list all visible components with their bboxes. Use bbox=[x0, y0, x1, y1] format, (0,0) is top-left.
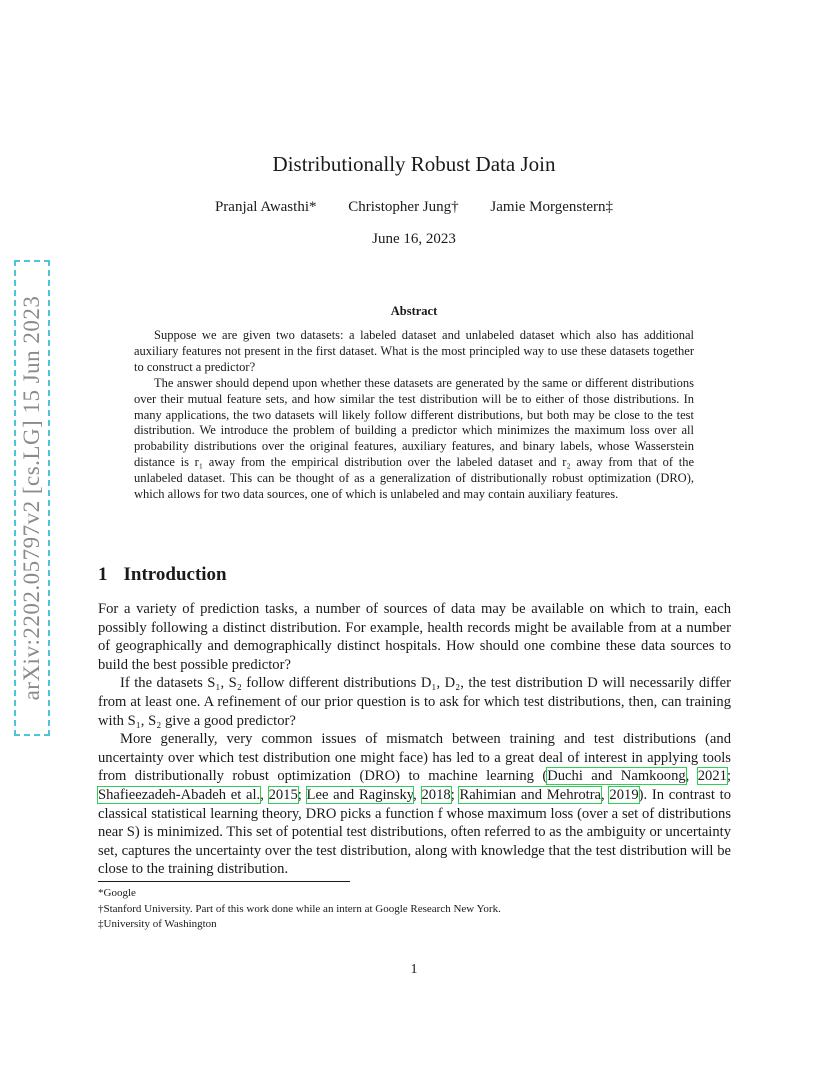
author-list bbox=[0, 199, 828, 216]
intro-paragraph-2: If the datasets S₁, S₂ follow different distributions D₁, D₂, the test distribution D will necessarily differ from at least one. A refinement of our prior question is to ask for which test distributions, then, can training with S₁, S₂ give a good predictor? bbox=[98, 675, 731, 729]
citation-link-shafieezadeh[interactable]: Shafieezadeh-Abadeh et al. bbox=[98, 786, 261, 803]
author-1: Pranjal Awasthi* bbox=[214, 199, 317, 215]
citation-year-duchi[interactable]: 2021 bbox=[697, 768, 727, 785]
footnote-1: *Google bbox=[98, 887, 136, 899]
section-heading bbox=[98, 564, 227, 586]
arxiv-identifier: arXiv:2202.05797v2 [cs.LG] 15 Jun 2023 bbox=[19, 295, 44, 701]
footnote-3: ‡University of Washington bbox=[98, 918, 217, 930]
intro-paragraph-3-end: ). In contrast to classical statistical learning theory, DRO picks a function f whose maximum loss (over a set of distributions near S) is minimized. This set of potential test distributions, often referred to as the ambiguity or uncertainty set, captures the uncertainty over the test distribution, along with knowledge that the test distribution will be close to the training distribution. bbox=[98, 786, 731, 878]
paper-date: June 16, 2023 bbox=[372, 231, 456, 247]
author-3: Jamie Morgenstern‡ bbox=[490, 199, 614, 215]
abstract-paragraph-2: The answer should depend upon whether these datasets are generated by the same or different distributions over their mutual feature sets, and how similar the test distribution will be to either of those distributions. In many applications, the two datasets will likely follow different distributions, but both may be close to the test distribution. We introduce the problem of building a predictor which minimizes the maximum loss over all probability distributions over the original features, auxiliary features, and binary labels, whose Wasserstein distance is r₁ away from the empirical distribution over the labeled dataset and r₂ away from that of the unlabeled dataset. This can be thought of as a generalization of distributionally robust optimization (DRO), which allows for two data sources, one of which is unlabeled and may contain auxiliary features. bbox=[134, 375, 694, 502]
arxiv-stamp[interactable] bbox=[14, 260, 50, 736]
intro-paragraph-1: For a variety of prediction tasks, a number of sources of data may be available on which to train, each possibly following a distinct distribution. For example, health records might be available from at a number of geographically and demographically distinct hospitals. How should one combine these data sources to build the best possible predictor? bbox=[98, 601, 731, 673]
author-2: Christopher Jung† bbox=[348, 199, 459, 215]
intro-paragraph-3: More generally, very common issues of mismatch between training and test distributions (and uncertainty over which test distribution one might face) has led to a great deal of interest in applying tools from distributionally robust optimization (DRO) to machine learning (Duchi and Namkoong, 2021; Shafieezadeh-Abadeh et al., 2015; Lee and Raginsky, 2018; Rahimian and Mehrotra, 2019). In contrast to classical statistical learning theory, DRO picks a function f whose maximum loss (over a set of distributions near S) is minimized. This set of potential test distributions, often referred to as the ambiguity or uncertainty set, captures the uncertainty over the test distribution, along with knowledge that the test distribution will be close to the training distribution. bbox=[98, 731, 731, 878]
citation-link-lee[interactable]: Lee and Raginsky bbox=[306, 786, 414, 803]
footnote-rule bbox=[98, 881, 350, 882]
citation-year-lee[interactable]: 2018 bbox=[421, 786, 451, 803]
citation-year-rahimian[interactable]: 2019 bbox=[609, 786, 639, 803]
abstract-paragraph-1: Suppose we are given two datasets: a labeled dataset and unlabeled dataset which also has additional auxiliary features not present in the first dataset. What is the most principled way to use these datasets together to construct a predictor? bbox=[134, 328, 694, 374]
abstract bbox=[134, 328, 694, 503]
intro-paragraph-3-start: More generally, very common issues of mismatch between training and test distributions (and uncertainty over which test distribution one might face) has led to a great deal of interest in applying tools from distributionally robust optimization (DRO) to machine learning ( bbox=[98, 731, 731, 785]
citation-link-rahimian[interactable]: Rahimian and Mehrotra bbox=[459, 786, 602, 803]
introduction-body bbox=[98, 600, 731, 879]
abstract-heading: Abstract bbox=[390, 304, 438, 318]
citation-year-shafieezadeh[interactable]: 2015 bbox=[268, 786, 298, 803]
citation-link-duchi[interactable]: Duchi and Namkoong bbox=[547, 768, 686, 785]
section-number: 1 bbox=[98, 564, 108, 585]
paper-title: Distributionally Robust Data Join bbox=[272, 152, 556, 176]
footnotes bbox=[98, 886, 738, 933]
footnote-2: †Stanford University. Part of this work done while an intern at Google Research New York. bbox=[98, 902, 501, 915]
section-title: Introduction bbox=[123, 564, 227, 585]
page-number: 1 bbox=[410, 962, 418, 977]
